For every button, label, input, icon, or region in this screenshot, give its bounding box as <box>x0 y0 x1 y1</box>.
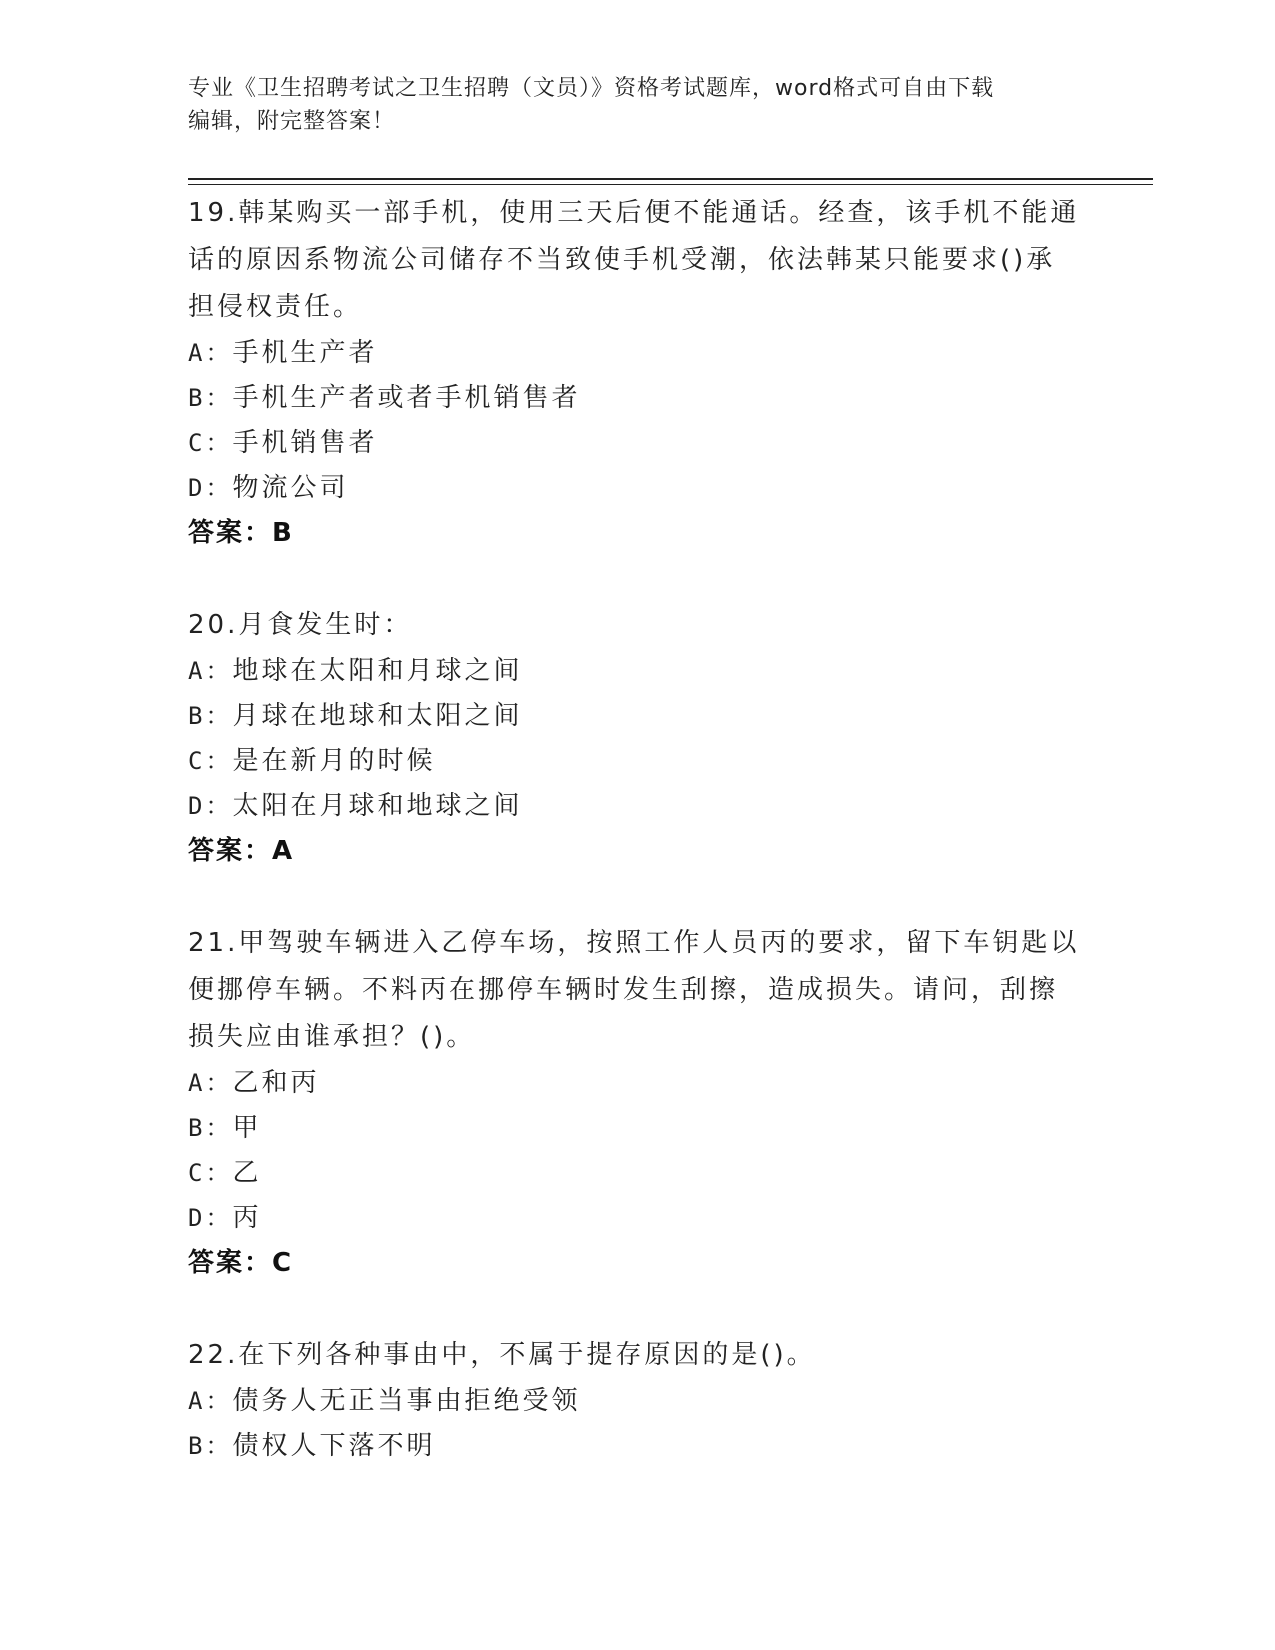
question-stem-line: 20.月食发生时： <box>188 610 413 640</box>
question-block <box>188 1332 1088 1469</box>
answer-key: 答案：C <box>188 1248 294 1278</box>
option-label: A： <box>188 339 233 367</box>
option-label: A： <box>188 1069 233 1097</box>
question-stem-line: 19.韩某购买一部手机，使用三天后便不能通话。经查，该手机不能通 <box>188 198 1080 228</box>
option-text: 甲 <box>232 1113 262 1143</box>
answer-option <box>188 649 1088 694</box>
option-text: 物流公司 <box>232 473 349 503</box>
question-block <box>188 920 1088 1286</box>
answer-option <box>188 1196 1088 1241</box>
header-line-2: 编辑，附完整答案！ <box>188 109 396 134</box>
answer-option <box>188 694 1088 739</box>
option-label: D： <box>188 474 233 502</box>
option-text: 手机生产者 <box>232 338 378 368</box>
answer-key: 答案：A <box>188 836 295 866</box>
answer-key: 答案：B <box>188 518 294 548</box>
option-text: 手机销售者 <box>232 428 378 458</box>
question-block <box>188 602 1088 874</box>
question-list <box>188 190 1088 1515</box>
question-stem-line: 22.在下列各种事由中，不属于提存原因的是()。 <box>188 1340 816 1370</box>
header-divider-thin <box>188 184 1153 185</box>
question-stem-line: 21.甲驾驶车辆进入乙停车场，按照工作人员丙的要求，留下车钥匙以 <box>188 928 1080 958</box>
question-stem-line: 话的原因系物流公司储存不当致使手机受潮，依法韩某只能要求()承 <box>188 245 1056 275</box>
option-label: D： <box>188 1204 233 1232</box>
option-text: 丙 <box>232 1203 262 1233</box>
option-label: C： <box>188 429 233 457</box>
question-stem-line: 损失应由谁承担？()。 <box>188 1022 476 1052</box>
option-text: 太阳在月球和地球之间 <box>232 791 523 821</box>
option-label: B： <box>188 1114 233 1142</box>
option-text: 月球在地球和太阳之间 <box>232 701 523 731</box>
option-text: 乙 <box>232 1158 262 1188</box>
answer-option <box>188 739 1088 784</box>
option-text: 乙和丙 <box>232 1068 320 1098</box>
answer-option <box>188 1424 1088 1469</box>
answer-option <box>188 784 1088 829</box>
option-label: A： <box>188 1387 233 1415</box>
answer-option <box>188 1379 1088 1424</box>
answer-option <box>188 1061 1088 1106</box>
option-label: B： <box>188 384 233 412</box>
header-divider-thick <box>188 178 1153 180</box>
option-label: C： <box>188 747 233 775</box>
option-label: C： <box>188 1159 233 1187</box>
question-block <box>188 190 1088 556</box>
option-label: A： <box>188 657 233 685</box>
answer-option <box>188 1106 1088 1151</box>
option-text: 手机生产者或者手机销售者 <box>232 383 581 413</box>
answer-option <box>188 376 1088 421</box>
option-label: B： <box>188 1432 233 1460</box>
header-line-1: 专业《卫生招聘考试之卫生招聘（文员）》资格考试题库，word格式可自由下载 <box>188 76 995 101</box>
option-text: 债权人下落不明 <box>232 1431 436 1461</box>
question-stem-line: 便挪停车辆。不料丙在挪停车辆时发生刮擦，造成损失。请问，刮擦 <box>188 975 1059 1005</box>
document-header <box>188 72 1068 138</box>
question-stem-line: 担侵权责任。 <box>188 292 363 322</box>
answer-option <box>188 421 1088 466</box>
option-text: 是在新月的时候 <box>232 746 436 776</box>
answer-option <box>188 466 1088 511</box>
option-text: 地球在太阳和月球之间 <box>232 656 523 686</box>
option-label: D： <box>188 792 233 820</box>
option-label: B： <box>188 702 233 730</box>
answer-option <box>188 331 1088 376</box>
answer-option <box>188 1151 1088 1196</box>
option-text: 债务人无正当事由拒绝受领 <box>232 1386 581 1416</box>
